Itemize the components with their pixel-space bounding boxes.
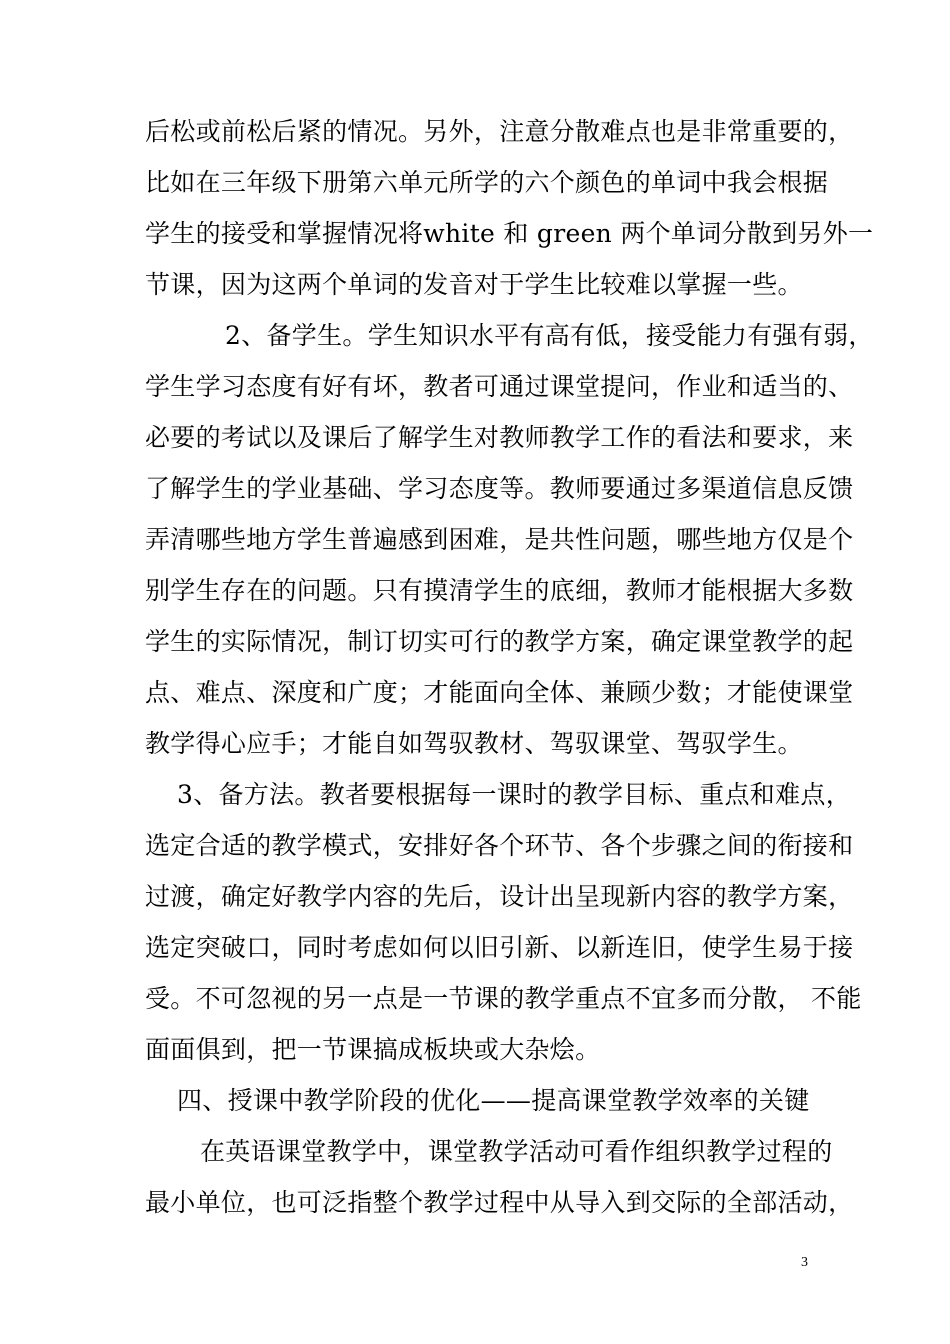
paragraph-line: 比如在三年级下册第六单元所学的六个颜色的单词中我会根据 bbox=[145, 168, 829, 197]
paragraph-line: 2、备学生。学生知识水平有高有低，接受能力有强有弱， bbox=[225, 321, 874, 350]
paragraph-line: 选定合适的教学模式，安排好各个环节、各个步骤之间的衔接和 bbox=[145, 831, 854, 860]
paragraph-line: 必要的考试以及课后了解学生对教师教学工作的看法和要求，来 bbox=[145, 423, 854, 452]
paragraph-line: 后松或前松后紧的情况。另外，注意分散难点也是非常重要的， bbox=[145, 117, 854, 146]
paragraph-line: 点、难点、深度和广度；才能面向全体、兼顾少数；才能使课堂 bbox=[145, 678, 854, 707]
paragraph-line: 受。不可忽视的另一点是一节课的教学重点不宜多而分散， 不能 bbox=[145, 984, 862, 1013]
paragraph-line: 教学得心应手；才能自如驾驭教材、驾驭课堂、驾驭学生。 bbox=[145, 729, 803, 758]
paragraph-line: 最小单位，也可泛指整个教学过程中从导入到交际的全部活动， bbox=[145, 1188, 854, 1217]
section-heading: 四、授课中教学阶段的优化——提高课堂教学效率的关键 bbox=[177, 1086, 810, 1115]
paragraph-line: 过渡，确定好教学内容的先后，设计出呈现新内容的教学方案， bbox=[145, 882, 854, 911]
paragraph-line: 学生学习态度有好有坏，教者可通过课堂提问，作业和适当的、 bbox=[145, 372, 854, 401]
paragraph-line: 学生的实际情况，制订切实可行的教学方案，确定课堂教学的起 bbox=[145, 627, 854, 656]
paragraph-line: 学生的接受和掌握情况将white 和 green 两个单词分散到另外一 bbox=[145, 219, 874, 248]
paragraph-line: 了解学生的学业基础、学习态度等。教师要通过多渠道信息反馈 bbox=[145, 474, 854, 503]
paragraph-line: 选定突破口，同时考虑如何以旧引新、以新连旧，使学生易于接 bbox=[145, 933, 854, 962]
paragraph-line: 弄清哪些地方学生普遍感到困难，是共性问题，哪些地方仅是个 bbox=[145, 525, 854, 554]
paragraph-line: 面面俱到，把一节课搞成板块或大杂烩。 bbox=[145, 1035, 601, 1064]
paragraph-line: 别学生存在的问题。只有摸清学生的底细，教师才能根据大多数 bbox=[145, 576, 854, 605]
page-number: 3 bbox=[801, 1255, 808, 1270]
paragraph-line: 节课，因为这两个单词的发音对于学生比较难以掌握一些。 bbox=[145, 270, 803, 299]
paragraph-line: 3、备方法。教者要根据每一课时的教学目标、重点和难点， bbox=[177, 780, 852, 809]
paragraph-line: 在英语课堂教学中，课堂教学活动可看作组织教学过程的 bbox=[200, 1137, 833, 1166]
